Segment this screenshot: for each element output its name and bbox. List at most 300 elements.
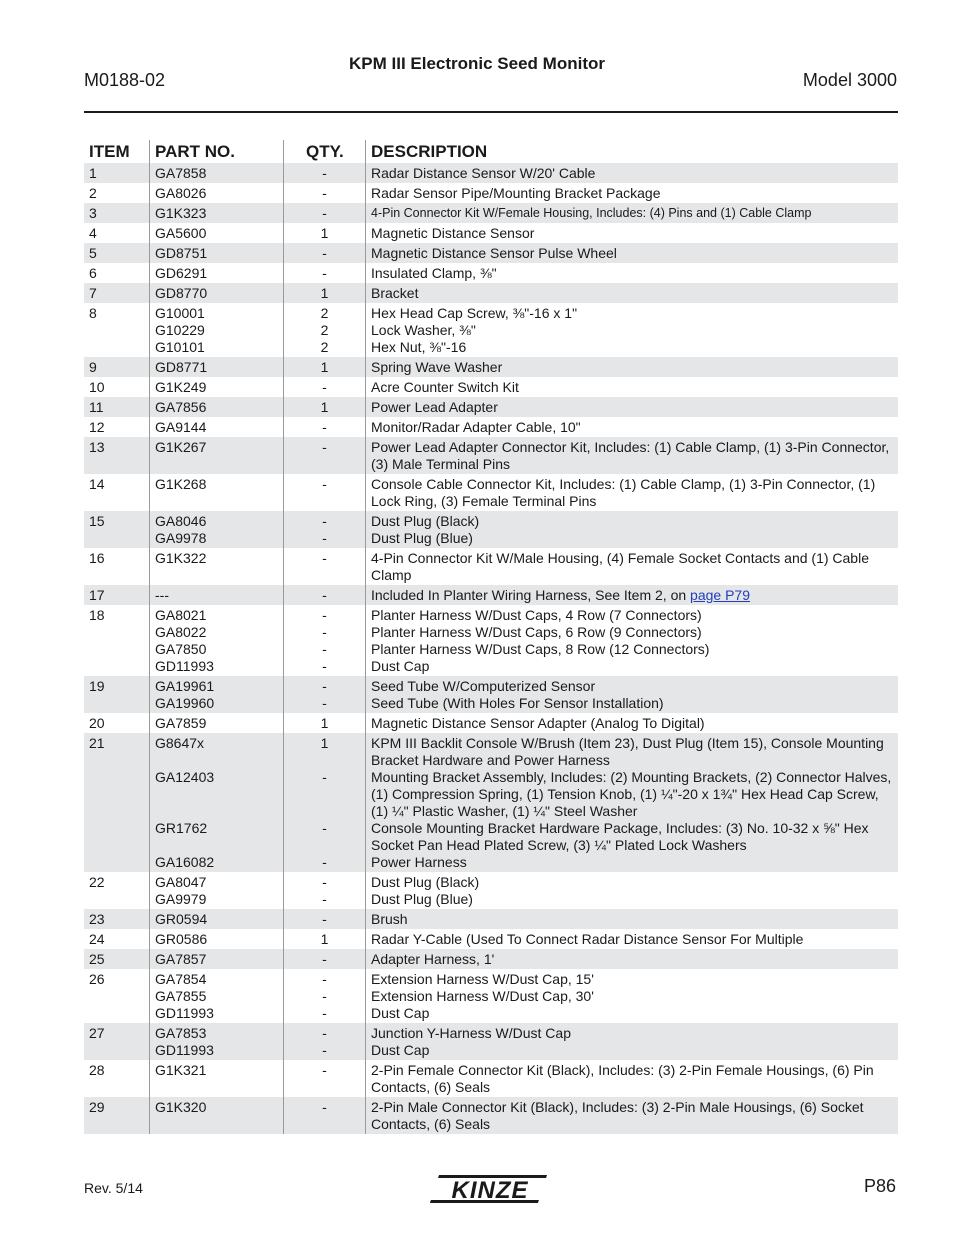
quantity-cell xyxy=(283,548,365,585)
table-row xyxy=(84,548,898,585)
table-row xyxy=(84,929,898,949)
quantity-cell xyxy=(283,676,365,713)
description-line xyxy=(371,285,898,302)
part-number-cell xyxy=(149,183,283,203)
description-cell xyxy=(365,969,898,1023)
description-line xyxy=(371,245,898,262)
quantity: - xyxy=(322,768,327,785)
item-number: 19 xyxy=(89,677,105,694)
revision-label: Rev. 5/14 xyxy=(84,1180,143,1196)
table-row xyxy=(84,909,898,929)
quantity: - xyxy=(322,1061,327,1078)
description-cell xyxy=(365,417,898,437)
description-line xyxy=(371,185,898,202)
description-text: Insulated Clamp, ⅜" xyxy=(371,264,497,281)
quantity: - xyxy=(322,378,327,395)
page-reference-link[interactable]: page P79 xyxy=(690,586,750,603)
part-number: GA7854 xyxy=(155,970,207,987)
description-cell xyxy=(365,357,898,377)
quantity-cell xyxy=(283,713,365,733)
item-number: 29 xyxy=(89,1098,105,1115)
description-text: Dust Cap xyxy=(371,1041,430,1058)
part-number: GR1762 xyxy=(155,819,208,836)
parts-table xyxy=(84,140,898,1134)
quantity-cell xyxy=(283,511,365,548)
quantity xyxy=(284,752,365,769)
quantity xyxy=(284,786,365,803)
description-line xyxy=(371,265,898,282)
description-line xyxy=(371,513,898,530)
part-number: GA8022 xyxy=(155,623,207,640)
item-number: 1 xyxy=(89,164,97,181)
part-number: GA7857 xyxy=(155,950,207,967)
description-cell xyxy=(365,223,898,243)
part-number: G10001 xyxy=(155,304,205,321)
part-number: G1K249 xyxy=(155,378,207,395)
description-line xyxy=(371,379,898,396)
table-row xyxy=(84,585,898,605)
item-number: 6 xyxy=(89,264,97,281)
item-number: 15 xyxy=(89,512,105,529)
description-text: 4-Pin Connector Kit W/Female Housing, Includes: (4) Pins and (1) Cable Clamp xyxy=(371,205,812,220)
quantity: - xyxy=(322,1024,327,1041)
table-row xyxy=(84,263,898,283)
item-number: 27 xyxy=(89,1024,105,1041)
quantity-cell xyxy=(283,474,365,511)
quantity: 2 xyxy=(320,304,329,321)
logo-wordmark: KINZE xyxy=(451,1177,529,1204)
description-cell xyxy=(365,303,898,357)
part-number: GA9979 xyxy=(155,890,207,907)
item-number: 4 xyxy=(89,224,97,241)
part-number xyxy=(155,837,283,854)
quantity: - xyxy=(322,529,327,546)
table-row xyxy=(84,243,898,263)
quantity-cell xyxy=(283,872,365,909)
description-cell xyxy=(365,676,898,713)
table-row xyxy=(84,949,898,969)
description-text: Dust Plug (Blue) xyxy=(371,529,473,546)
part-number-cell xyxy=(149,929,283,949)
part-number-cell xyxy=(149,283,283,303)
part-number-cell xyxy=(149,243,283,263)
table-row xyxy=(84,417,898,437)
table-row xyxy=(84,733,898,872)
description-line xyxy=(371,951,898,968)
description-cell xyxy=(365,263,898,283)
description-cell xyxy=(365,1023,898,1060)
description-cell xyxy=(365,872,898,909)
table-row xyxy=(84,357,898,377)
quantity: - xyxy=(322,987,327,1004)
description-cell xyxy=(365,183,898,203)
description-cell xyxy=(365,713,898,733)
description-text: Spring Wave Washer xyxy=(371,358,503,375)
table-row xyxy=(84,377,898,397)
item-number: 24 xyxy=(89,930,105,947)
quantity: - xyxy=(322,418,327,435)
quantity: 1 xyxy=(320,224,329,241)
column-header-qty: QTY. xyxy=(283,140,365,163)
part-number xyxy=(155,786,283,803)
description-text: Monitor/Radar Adapter Cable, 10" xyxy=(371,418,581,435)
part-number: GA16082 xyxy=(155,853,215,870)
part-number-cell xyxy=(149,1060,283,1097)
description-line xyxy=(371,735,898,769)
part-number-cell xyxy=(149,223,283,243)
description-text: Mounting Bracket Assembly, Includes: (2) Mounting Brackets, (2) Connector Halves, (1) Compression Spring, (1) Tension Knob, (1) ¼"-20 x 1¾" Hex Head Cap Screw, (1) ¼" Plastic Washer, (1) ¼" Steel Washer xyxy=(371,768,892,819)
table-row xyxy=(84,397,898,417)
quantity: - xyxy=(322,1098,327,1115)
table-row xyxy=(84,163,898,183)
description-cell xyxy=(365,203,898,223)
quantity: - xyxy=(322,640,327,657)
part-number: GA19961 xyxy=(155,677,215,694)
quantity-cell xyxy=(283,969,365,1023)
description-text: Bracket xyxy=(371,284,419,301)
description-text: Magnetic Distance Sensor Pulse Wheel xyxy=(371,244,617,261)
quantity: - xyxy=(322,623,327,640)
description-text: 4-Pin Connector Kit W/Male Housing, (4) Female Socket Contacts and (1) Cable Clamp xyxy=(371,549,869,583)
description-line xyxy=(371,1025,898,1042)
description-line xyxy=(371,587,898,604)
table-row xyxy=(84,303,898,357)
description-line xyxy=(371,359,898,376)
quantity: - xyxy=(322,475,327,492)
description-cell xyxy=(365,437,898,474)
item-number: 11 xyxy=(89,398,104,415)
part-number xyxy=(155,752,283,769)
quantity-cell xyxy=(283,263,365,283)
description-line xyxy=(371,399,898,416)
table-row xyxy=(84,511,898,548)
description-text: Power Harness xyxy=(371,853,467,870)
part-number: G1K267 xyxy=(155,438,207,455)
description-line xyxy=(371,550,898,584)
description-text: Radar Distance Sensor W/20' Cable xyxy=(371,164,596,181)
quantity: - xyxy=(322,164,327,181)
quantity-cell xyxy=(283,243,365,263)
quantity-cell xyxy=(283,283,365,303)
description-text: Brush xyxy=(371,910,408,927)
quantity: 1 xyxy=(320,714,329,731)
description-line xyxy=(371,1042,898,1059)
quantity: 1 xyxy=(320,930,329,947)
quantity: - xyxy=(322,438,327,455)
description-line xyxy=(371,988,898,1005)
quantity-cell xyxy=(283,377,365,397)
description-line xyxy=(371,1005,898,1022)
description-line xyxy=(371,419,898,436)
quantity: 1 xyxy=(320,358,329,375)
part-number: GA12403 xyxy=(155,768,215,785)
description-line xyxy=(371,165,898,182)
item-number: 21 xyxy=(89,734,105,751)
table-row xyxy=(84,969,898,1023)
part-number-cell xyxy=(149,949,283,969)
part-number-cell xyxy=(149,163,283,183)
description-cell xyxy=(365,163,898,183)
part-number-cell xyxy=(149,1097,283,1134)
description-text: Power Lead Adapter xyxy=(371,398,498,415)
description-text: Dust Plug (Black) xyxy=(371,873,480,890)
description-line xyxy=(371,1062,898,1096)
description-text: Dust Cap xyxy=(371,657,430,674)
quantity-cell xyxy=(283,909,365,929)
quantity-cell xyxy=(283,303,365,357)
description-line xyxy=(371,225,898,242)
description-cell xyxy=(365,283,898,303)
table-row xyxy=(84,1060,898,1097)
quantity-cell xyxy=(283,1097,365,1134)
part-number: G10101 xyxy=(155,338,205,355)
table-row xyxy=(84,223,898,243)
table-row xyxy=(84,872,898,909)
description-cell xyxy=(365,733,898,872)
quantity: - xyxy=(322,873,327,890)
item-number: 14 xyxy=(89,475,105,492)
quantity-cell xyxy=(283,733,365,872)
quantity-cell xyxy=(283,585,365,605)
description-text: Hex Head Cap Screw, ⅜"-16 x 1" xyxy=(371,304,578,321)
part-number: GD11993 xyxy=(155,657,214,674)
description-line xyxy=(371,715,898,732)
quantity: - xyxy=(322,677,327,694)
quantity: - xyxy=(322,1041,327,1058)
quantity: - xyxy=(322,204,327,221)
description-line xyxy=(371,476,898,510)
quantity: - xyxy=(322,264,327,281)
part-number: GR0586 xyxy=(155,930,208,947)
quantity-cell xyxy=(283,929,365,949)
description-text: 2-Pin Male Connector Kit (Black), Includes: (3) 2-Pin Male Housings, (6) Socket Contacts, (6) Seals xyxy=(371,1098,864,1132)
description-line xyxy=(371,911,898,928)
quantity-cell xyxy=(283,203,365,223)
item-number: 26 xyxy=(89,970,105,987)
item-number: 2 xyxy=(89,184,97,201)
description-line xyxy=(371,305,898,322)
quantity: - xyxy=(322,950,327,967)
description-text: Magnetic Distance Sensor xyxy=(371,224,535,241)
part-number-cell xyxy=(149,585,283,605)
part-number: GD8751 xyxy=(155,244,208,261)
part-number: GA8046 xyxy=(155,512,207,529)
description-text: Acre Counter Switch Kit xyxy=(371,378,519,395)
description-line xyxy=(371,624,898,641)
description-line xyxy=(371,678,898,695)
quantity: - xyxy=(322,890,327,907)
description-line xyxy=(371,820,898,854)
document-title: KPM III Electronic Seed Monitor xyxy=(349,54,605,73)
part-number: GA19960 xyxy=(155,694,215,711)
part-number-cell xyxy=(149,713,283,733)
description-text: Magnetic Distance Sensor Adapter (Analog To Digital) xyxy=(371,714,705,731)
quantity: 1 xyxy=(320,398,329,415)
item-number: 12 xyxy=(89,418,105,435)
description-text: Power Lead Adapter Connector Kit, Includes: (1) Cable Clamp, (1) 3-Pin Connector, (3) Male Terminal Pins xyxy=(371,438,890,472)
description-text: Junction Y-Harness W/Dust Cap xyxy=(371,1024,571,1041)
item-number: 9 xyxy=(89,358,97,375)
quantity: - xyxy=(322,970,327,987)
part-number: GA8026 xyxy=(155,184,207,201)
quantity xyxy=(284,837,365,854)
item-number: 8 xyxy=(89,304,97,321)
part-number: G1K321 xyxy=(155,1061,207,1078)
header-divider xyxy=(84,111,898,113)
column-header-description: DESCRIPTION xyxy=(365,140,898,163)
description-line xyxy=(371,530,898,547)
quantity: - xyxy=(322,853,327,870)
table-header-row xyxy=(84,140,898,163)
part-number-cell xyxy=(149,605,283,676)
item-number: 7 xyxy=(89,284,97,301)
part-number: GA8047 xyxy=(155,873,207,890)
description-line xyxy=(371,641,898,658)
description-text: Radar Sensor Pipe/Mounting Bracket Package xyxy=(371,184,661,201)
part-number: G1K323 xyxy=(155,204,207,221)
description-cell xyxy=(365,929,898,949)
description-line xyxy=(371,695,898,712)
description-text: Dust Cap xyxy=(371,1004,430,1021)
part-number-cell xyxy=(149,417,283,437)
quantity: - xyxy=(322,910,327,927)
quantity-cell xyxy=(283,437,365,474)
part-number-cell xyxy=(149,511,283,548)
part-number: GA7859 xyxy=(155,714,207,731)
quantity: - xyxy=(322,606,327,623)
part-number-cell xyxy=(149,303,283,357)
quantity: 1 xyxy=(320,284,329,301)
description-text: Planter Harness W/Dust Caps, 4 Row (7 Connectors) xyxy=(371,606,702,623)
item-number: 3 xyxy=(89,204,97,221)
table-body xyxy=(84,163,898,1134)
table-row xyxy=(84,1097,898,1134)
part-number-cell xyxy=(149,203,283,223)
table-row xyxy=(84,183,898,203)
description-cell xyxy=(365,397,898,417)
part-number-cell xyxy=(149,357,283,377)
part-number: GR0594 xyxy=(155,910,208,927)
page-number: P86 xyxy=(863,1176,896,1196)
quantity-cell xyxy=(283,223,365,243)
part-number: GA9144 xyxy=(155,418,207,435)
description-line xyxy=(371,971,898,988)
part-number-cell xyxy=(149,474,283,511)
description-line xyxy=(371,658,898,675)
item-number: 16 xyxy=(89,549,105,566)
quantity: - xyxy=(322,819,327,836)
description-cell xyxy=(365,377,898,397)
item-number: 18 xyxy=(89,606,105,623)
description-cell xyxy=(365,1060,898,1097)
quantity: - xyxy=(322,1004,327,1021)
quantity: 2 xyxy=(320,338,329,355)
item-number: 22 xyxy=(89,873,105,890)
part-number: G8647x xyxy=(155,734,205,751)
item-number: 5 xyxy=(89,244,97,261)
description-text: Console Mounting Bracket Hardware Package, Includes: (3) No. 10-32 x ⅝" Hex Socket Pan Head Plated Screw, (3) ¼" Plated Lock Washers xyxy=(371,819,869,853)
description-line xyxy=(371,439,898,473)
description-text: Seed Tube (With Holes For Sensor Installation) xyxy=(371,694,664,711)
description-cell xyxy=(365,605,898,676)
description-cell xyxy=(365,585,898,605)
description-line xyxy=(371,931,898,948)
description-text: Extension Harness W/Dust Cap, 15' xyxy=(371,970,594,987)
quantity: 1 xyxy=(320,734,329,751)
description-text: Dust Plug (Blue) xyxy=(371,890,473,907)
description-text: Dust Plug (Black) xyxy=(371,512,480,529)
item-number: 20 xyxy=(89,714,105,731)
part-number: G1K322 xyxy=(155,549,207,566)
description-text: Extension Harness W/Dust Cap, 30' xyxy=(371,987,594,1004)
description-line xyxy=(371,769,898,820)
description-cell xyxy=(365,949,898,969)
description-cell xyxy=(365,511,898,548)
item-number: 25 xyxy=(89,950,105,967)
description-line xyxy=(371,339,898,356)
part-number: G1K268 xyxy=(155,475,207,492)
quantity xyxy=(284,803,365,820)
table-row xyxy=(84,283,898,303)
description-text: Radar Y-Cable (Used To Connect Radar Distance Sensor For Multiple xyxy=(371,930,804,947)
description-text: Planter Harness W/Dust Caps, 6 Row (9 Connectors) xyxy=(371,623,702,640)
part-number-cell xyxy=(149,909,283,929)
description-cell xyxy=(365,1097,898,1134)
description-line xyxy=(371,205,898,222)
item-number: 13 xyxy=(89,438,105,455)
part-number: GA5600 xyxy=(155,224,207,241)
table-row xyxy=(84,203,898,223)
part-number: GA7853 xyxy=(155,1024,207,1041)
part-number: GA7858 xyxy=(155,164,207,181)
column-header-part-no: PART NO. xyxy=(149,140,283,163)
part-number-cell xyxy=(149,872,283,909)
quantity-cell xyxy=(283,357,365,377)
description-text: Hex Nut, ⅜"-16 xyxy=(371,338,467,355)
part-number: GD11993 xyxy=(155,1041,214,1058)
part-number: GA7855 xyxy=(155,987,207,1004)
part-number-cell xyxy=(149,377,283,397)
part-number: GA9978 xyxy=(155,529,207,546)
description-cell xyxy=(365,548,898,585)
description-text: Included In Planter Wiring Harness, See Item 2, on xyxy=(371,586,691,603)
part-number-cell xyxy=(149,676,283,713)
quantity: - xyxy=(322,244,327,261)
part-number-cell xyxy=(149,969,283,1023)
quantity-cell xyxy=(283,417,365,437)
part-number xyxy=(155,803,283,820)
quantity: - xyxy=(322,694,327,711)
quantity-cell xyxy=(283,605,365,676)
quantity: - xyxy=(322,549,327,566)
item-number: 17 xyxy=(89,586,105,603)
description-text: KPM III Backlit Console W/Brush (Item 23), Dust Plug (Item 15), Console Mounting Bracket Hardware and Power Harness xyxy=(371,734,884,768)
part-number-cell xyxy=(149,1023,283,1060)
item-number: 28 xyxy=(89,1061,105,1078)
part-number-cell xyxy=(149,733,283,872)
table-row xyxy=(84,605,898,676)
table-row xyxy=(84,437,898,474)
quantity-cell xyxy=(283,1023,365,1060)
description-text: 2-Pin Female Connector Kit (Black), Includes: (3) 2-Pin Female Housings, (6) Pin Contacts, (6) Seals xyxy=(371,1061,874,1095)
table-row xyxy=(84,474,898,511)
description-line xyxy=(371,874,898,891)
description-text: Adapter Harness, 1' xyxy=(371,950,495,967)
quantity: 2 xyxy=(320,321,329,338)
part-number: GA7850 xyxy=(155,640,207,657)
item-number: 23 xyxy=(89,910,105,927)
quantity: - xyxy=(322,184,327,201)
